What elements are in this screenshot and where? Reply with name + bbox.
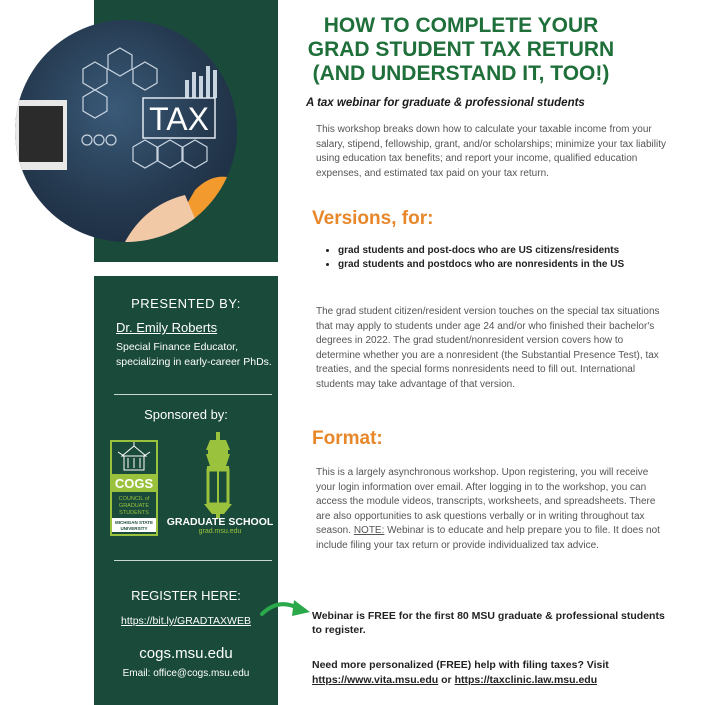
cogs-line-5: UNIVERSITY — [120, 526, 148, 531]
cogs-line-3: STUDENTS — [119, 510, 149, 516]
versions-list — [326, 244, 678, 272]
tax-label: TAX — [149, 101, 209, 137]
register-here-label: REGISTER HERE: — [131, 588, 241, 603]
tax-illustration-graphic — [15, 20, 237, 242]
help-prompt: Need more personalized (FREE) help with filing taxes? Visit — [312, 659, 609, 671]
list-item: • grad students and post-docs who are US citizens/residents — [338, 244, 678, 258]
page-title — [296, 14, 626, 86]
help-or: or — [441, 674, 452, 686]
free-offer-text: Webinar is FREE for the first 80 MSU graduate & professional students to register. — [312, 610, 665, 636]
presenter-description: Special Finance Educator, specializing in early-career PhDs. — [116, 341, 272, 368]
graduate-school-label: GRADUATE SCHOOL — [166, 516, 274, 528]
cogs-logo-graphic — [112, 442, 156, 534]
intro-text: This workshop breaks down how to calculate your taxable income from your salary, stipend, fellowship, grant, and/or scholarships; minimize your tax liability using education tax benefits; and report your income, qualified education expenses, and estimated tax paid on your tax return. — [316, 124, 666, 179]
website-text[interactable]: cogs.msu.edu — [139, 645, 233, 662]
register-link[interactable]: https://bit.ly/GRADTAXWEB — [121, 615, 251, 627]
cogs-name: COGS — [114, 476, 154, 491]
note-label: NOTE: — [353, 525, 385, 536]
cogs-logo — [110, 440, 158, 536]
cogs-line-2: GRADUATE — [118, 503, 150, 509]
sponsored-by-label: Sponsored by: — [144, 407, 228, 422]
presenter-name: Dr. Emily Roberts — [116, 320, 218, 335]
bar-chart-icon — [185, 66, 217, 98]
format-text-part2: Webinar is to educate and help prepare you to file. It does not include filing your tax return or provide individualized tax advice. — [316, 525, 660, 551]
vita-link[interactable]: https://www.vita.msu.edu — [312, 674, 439, 686]
email-text[interactable]: Email: office@cogs.msu.edu — [122, 668, 250, 679]
title-line-3: (AND UNDERSTAND IT, TOO!) — [312, 62, 610, 85]
cogs-line-1: COUNCIL of — [118, 496, 150, 502]
help-text — [312, 658, 692, 688]
sidebar-divider — [114, 560, 272, 561]
versions-description: The grad student citizen/resident version touches on the special tax situations that may apply to students under age 24 and/or who finished their bachelor's degrees in 2022. The grad student/nonresident version covers how to determine whether you are a nonresident (the Substantial Presence Test), tax treaties, and the special forms nonresidents need to fill out. International students may take advantage of that version. — [316, 306, 660, 390]
sidebar-divider — [114, 394, 272, 395]
format-text-part1: This is a largely asynchronous workshop. Upon registering, you will receive your login information over email. After logging in to the workshop, you can access the module videos, transcripts, worksheets, and spreadsheets. There are also opportunities to ask questions verbally or in writing throughout tax season. — [316, 467, 656, 536]
list-item: • grad students and postdocs who are nonresidents in the US — [338, 258, 678, 272]
format-text — [316, 466, 666, 553]
taxclinic-link[interactable]: https://taxclinic.law.msu.edu — [454, 674, 598, 686]
dial-icons — [82, 135, 116, 145]
graduate-school-url: grad.msu.edu — [198, 528, 242, 535]
format-heading: Format: — [312, 428, 383, 449]
title-line-2: GRAD STUDENT TAX RETURN — [307, 38, 615, 61]
versions-heading: Versions, for: — [312, 208, 434, 229]
title-line-1: HOW TO COMPLETE YOUR — [323, 14, 599, 37]
tax-illustration — [15, 20, 237, 242]
presented-by-label: PRESENTED BY: — [131, 296, 241, 311]
cogs-line-4: MICHIGAN STATE — [114, 520, 154, 525]
sidebar-divider-band — [88, 262, 286, 276]
page-subtitle: A tax webinar for graduate & professional students — [306, 97, 585, 109]
